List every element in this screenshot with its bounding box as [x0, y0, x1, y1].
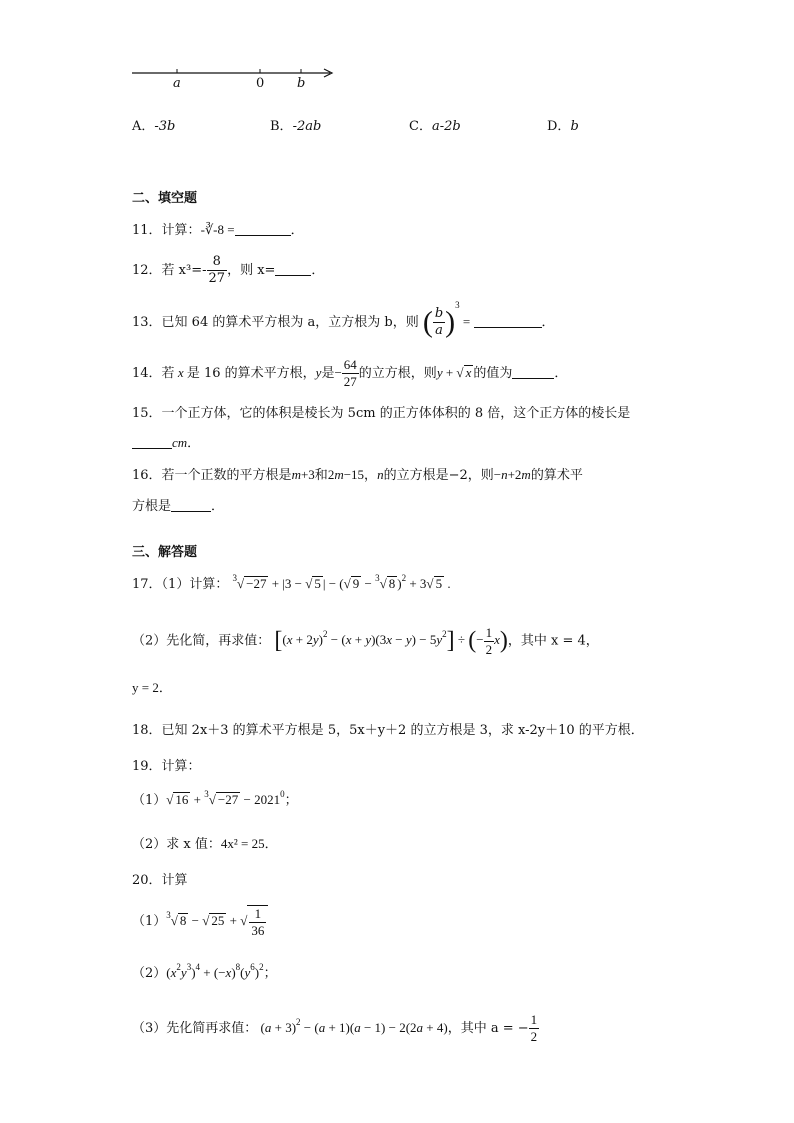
section-title-answer: 三、解答题 — [132, 545, 198, 560]
question-20-part3: （3）先化简再求值： $(a + 3)^2 - (a + 1)(a - 1) - 2(2a + 4)$，其中 a = − $\frac{1}{2}$ — [132, 1012, 538, 1044]
number-line-label-0: 0 — [256, 76, 265, 91]
question-17-part1: 17．（1）计算： $^3$√ −27 + |3 − √ 5 | − (√ 9 − $^3$√ 8 )$^2$ + 3√ 5 . — [132, 573, 451, 592]
question-16: 16．若一个正数的平方根是m+3和2m−15，n的立方根是−2，则−n+2m的算术平 — [132, 467, 583, 483]
question-20: 20．计算 — [132, 873, 188, 888]
question-15-line2: cm． — [132, 432, 200, 451]
section-title-fill-in: 二、填空题 — [132, 191, 198, 206]
choice-b[interactable]: B．-2ab — [270, 119, 322, 134]
question-15: 15．一个正方体，它的体积是棱长为 5cm 的正方体体积的 8 倍，这个正方体的棱长是 — [132, 406, 631, 421]
question-20-part2: $(2)(x^2y^3)^4 + (-x)^8(y^6)^2$； — [132, 962, 277, 981]
answer-blank[interactable] — [171, 498, 211, 512]
answer-blank[interactable] — [512, 365, 554, 379]
number-line-label-b: b — [297, 76, 306, 91]
choice-d[interactable]: D．b — [547, 119, 579, 134]
number-line — [130, 62, 340, 92]
question-20-part1: $(1)^3√$ 8 − √ 25 + √ $\frac{1}{36}$ — [132, 905, 268, 939]
question-19: 19．计算： — [132, 759, 201, 774]
answer-blank[interactable] — [275, 262, 311, 276]
question-18: 18．已知 2x＋3 的算术平方根是 5，5x＋y＋2 的立方根是 3，求 x-2y＋10 的平方根． — [132, 723, 644, 738]
question-17-part2: （2）先化简，再求值： $[(x + 2y)^2 - (x + y)(3x - y) - 5y^2]$ ÷ (− $\frac{1}{2}$ x)，其中 x = 4， — [132, 625, 599, 657]
choice-c[interactable]: C．a-2b — [409, 119, 461, 134]
number-line-label-a: a — [173, 76, 181, 91]
question-12: 12．若 x³=- $\frac{8}{27}$ ，则 x= ． — [132, 254, 325, 286]
choice-a[interactable]: A．-3b — [132, 119, 176, 134]
question-16-line2: 方根是 ． — [132, 499, 225, 514]
answer-blank[interactable] — [235, 222, 291, 236]
answer-blank[interactable] — [474, 314, 542, 328]
answer-blank[interactable] — [132, 435, 172, 449]
question-17-condition: y = 2． — [132, 680, 172, 695]
question-11: 11．计算：-∛-8 = ． — [132, 222, 304, 238]
question-14: 14．若 x 是 16 的算术平方根，y是− $\frac{64}{27}$ 的立方根，则y + √ x 的值为 ． — [132, 357, 568, 389]
question-19-part2: （2）求 x 值：4x² = 25． — [132, 836, 278, 852]
question-13: 13．已知 64 的算术平方根为 a，立方根为 b，则 ( $\frac{b}{a}$ )$^3$ = ． — [132, 300, 555, 339]
question-19-part1: （1）√ $16 + ^3√ -27 - 2021^0$； — [132, 789, 298, 808]
